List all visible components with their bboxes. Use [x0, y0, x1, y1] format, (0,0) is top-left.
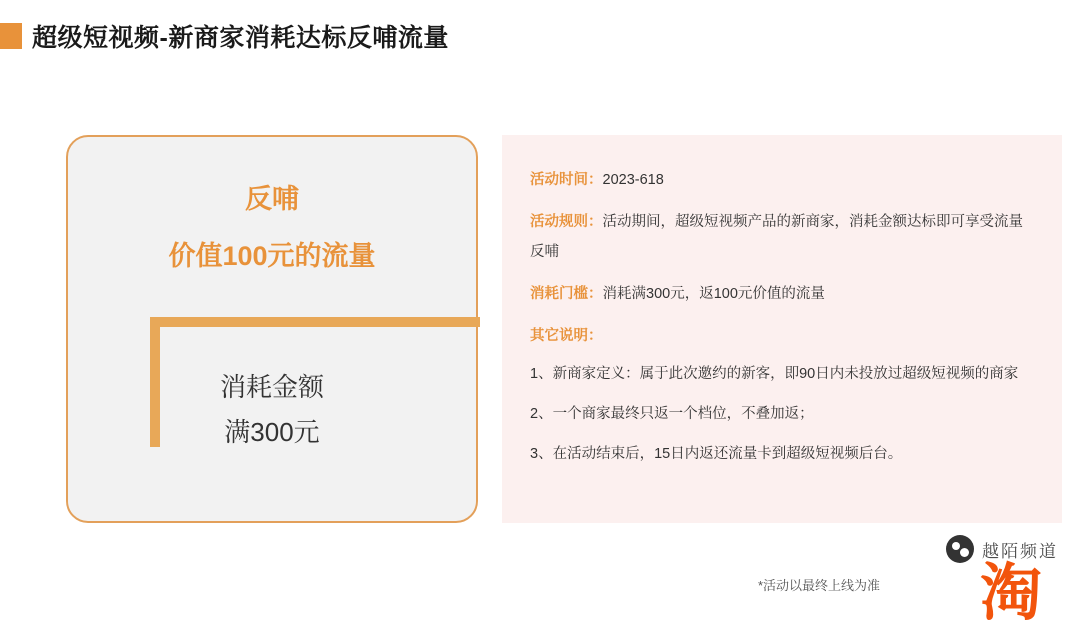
note-item: 2、一个商家最终只返一个档位，不叠加返； — [530, 406, 814, 422]
reward-card-subtitle: 价值100元的流量 — [168, 241, 376, 271]
detail-value: 2023-618 — [602, 172, 664, 188]
note-item: 1、新商家定义：属于此次邀约的新客，即90日内未投放过超级短视频的商家 — [530, 366, 1019, 382]
detail-value: 活动期间，超级短视频产品的新商家，消耗金额达标即可享受流量反哺 — [530, 214, 1023, 260]
other-notes-label: 其它说明： — [530, 328, 603, 344]
detail-row-threshold — [530, 279, 1034, 309]
detail-row-time — [530, 165, 1034, 195]
detail-label: 活动规则： — [530, 214, 603, 230]
header-accent-bar — [0, 23, 22, 49]
watermark-channel-name: 越陌频道 — [982, 541, 1058, 561]
footnote-text: *活动以最终上线为准 — [758, 578, 881, 593]
reward-card — [66, 135, 478, 523]
note-item: 3、在活动结束后，15日内返还流量卡到超级短视频后台。 — [530, 446, 903, 462]
detail-label: 消耗门槛： — [530, 286, 603, 302]
taobao-logo-icon: 淘 — [979, 556, 1042, 629]
wechat-icon — [946, 535, 974, 563]
spend-amount-label: 消耗金额 — [219, 372, 324, 402]
detail-label: 活动时间： — [530, 172, 603, 188]
page-header — [0, 18, 449, 54]
page-title: 超级短视频-新商家消耗达标反哺流量 — [32, 24, 449, 52]
spend-amount-value: 满300元 — [224, 417, 320, 447]
details-panel — [502, 135, 1062, 523]
detail-value: 消耗满300元，返100元价值的流量 — [602, 286, 825, 302]
reward-card-title: 反哺 — [245, 184, 299, 214]
detail-row-rule — [530, 207, 1034, 267]
